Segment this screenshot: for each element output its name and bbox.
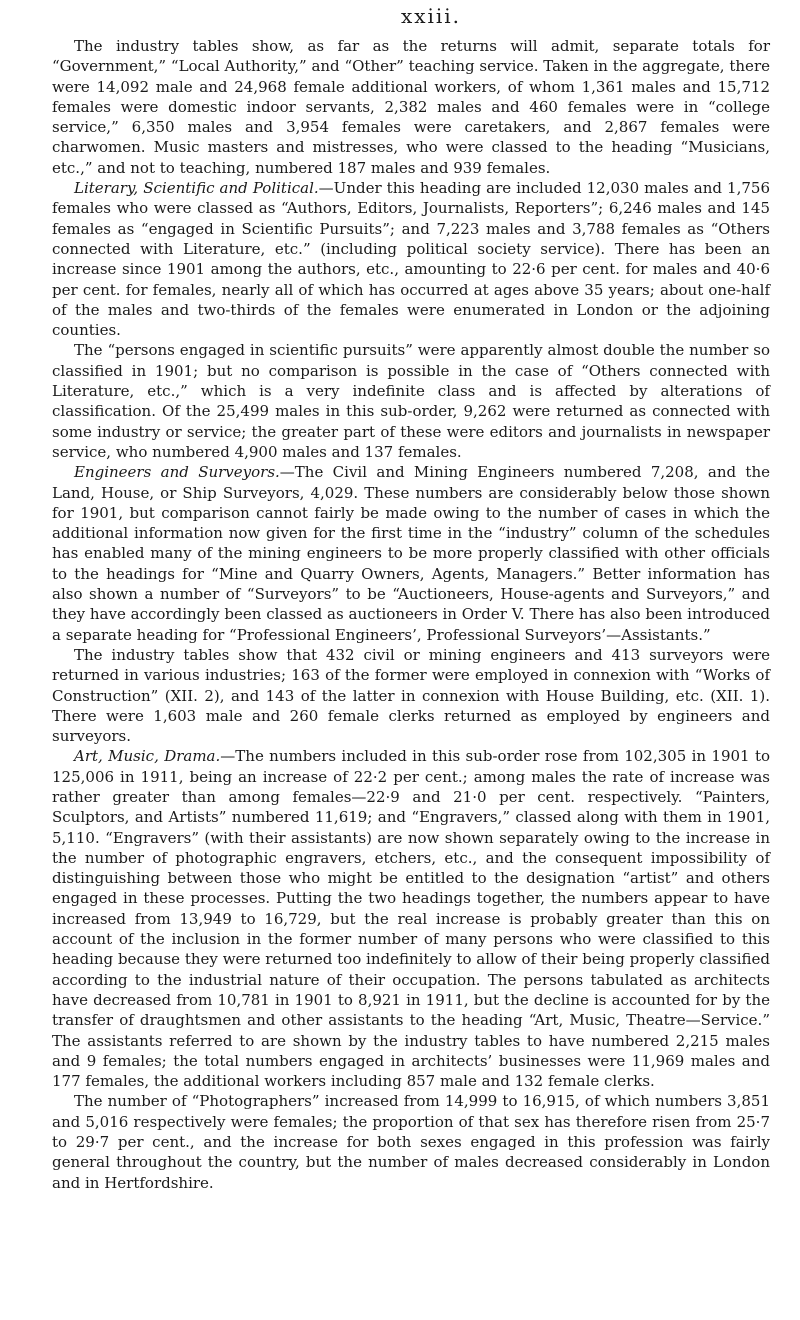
paragraph-text: The industry tables show that 432 civil or mining engineers and 413 surveyors were returned in various industries; 163 of the former were employed in connexion with “Works of Construction” (XII. 2), and 143 of the latter in connexion with House Building, etc. (XII. 1). There were 1,603 male and 260 female clerks returned as employed by engineers and surveyors.: [52, 645, 770, 746]
section-heading-literary: Literary, Scientific and Political.: [74, 179, 319, 198]
section-heading-art: Art, Music, Drama.: [74, 747, 221, 766]
paragraph-text: —Under this heading are included 12,030 males and 1,756 females who were classed as “Authors, Editors, Journalists, Reporters”; 6,246 males and 145 females as “engaged in Scientific Pursuits”; and 7,223 males and 3,788 females as “Others connected with Literature, etc.” (including political society service). There has been an increase since 1901 among the authors, etc., amounting to 22·6 per cent. for males and 40·6 per cent. for females, nearly all of which has occurred at ages above 35 years; about one-half of the males and two-thirds of the females were enumerated in London or the adjoining counties.: [52, 179, 770, 340]
section-heading-engineers: Engineers and Surveyors.: [74, 463, 280, 482]
paragraph-engineers-industry-tables: [52, 645, 770, 746]
paragraph-scientific-pursuits: [52, 340, 770, 462]
paragraph-teaching-totals: [52, 36, 770, 178]
paragraph-photographers: [52, 1091, 770, 1192]
paragraph-text: The “persons engaged in scientific pursuits” were apparently almost double the number so classified in 1901; but no comparison is possible in the case of “Others connected with Literature, etc.,” which is a very indefinite class and is affected by alterations of classification. Of the 25,499 males in this sub-order, 9,262 were returned as connected with some industry or service; the greater part of these were editors and journalists in newspaper service, who numbered 4,900 males and 137 females.: [52, 341, 770, 461]
paragraph-text: —The Civil and Mining Engineers numbered 7,208, and the Land, House, or Ship Surveyors, 4,029. These numbers are considerably below those shown for 1901, but comparison cannot fairly be made owing to the number of cases in which the additional information now given for the first time in the “industry” column of the schedules has enabled many of the mining engineers to be more properly classified with other officials to the headings for “Mine and Quarry Owners, Agents, Managers.” Better information has also shown a number of “Surveyors” to be “Auctioneers, House-agents and Surveyors,” and they have accordingly been classed as auctioneers in Order V. There has also been introduced a separate heading for “Professional Engineers’, Professional Surveyors’—Assistants.”: [52, 463, 770, 644]
paragraph-text: The industry tables show, as far as the returns will admit, separate totals for “Government,” “Local Authority,” and “Other” teaching service. Taken in the aggregate, there were 14,092 male and 24,968 female additional workers, of whom 1,361 males and 15,712 females were domestic indoor servants, 2,382 males and 460 females were in “college service,” 6,350 males and 3,954 females were caretakers, and 2,867 females were charwomen. Music masters and mistresses, who were classed to the heading “Musicians, etc.,” and not to teaching, numbered 187 males and 939 females.: [52, 37, 770, 177]
page-number: xxiii.: [400, 4, 462, 28]
paragraph-text: The number of “Photographers” increased from 14,999 to 16,915, of which numbers 3,851 and 5,016 respectively were females; the proportion of that sex has therefore risen from 25·7 to 29·7 per cent., and the increase for both sexes engaged in this profession was fairly general throughout the country, but the number of males decreased considerably in London and in Hertfordshire.: [52, 1092, 770, 1192]
paragraph-engineers-surveyors: [52, 462, 770, 645]
paragraph-text: —The numbers included in this sub-order rose from 102,305 in 1901 to 125,006 in 1911, being an increase of 22·2 per cent.; among males the rate of increase was rather greater than among females—22·9 and 21·0 per cent. respectively. “Painters, Sculptors, and Artists” numbered 11,619; and “Engravers,” classed along with them in 1901, 5,110. “Engravers” (with their assistants) are now shown separately owing to the increase in the number of photographic engravers, etchers, etc., and the consequent impossibility of distinguishing between those who might be entitled to the designation “artist” and others engaged in these processes. Putting the two headings together, the numbers appear to have increased from 13,949 to 16,729, but the real increase is probably greater than this on account of the inclusion in the former number of many persons who were classified to this heading because they were returned too indefinitely to allow of their being properly classified according to the industrial nature of their occupation. The persons tabulated as architects have decreased from 10,781 in 1901 to 8,921 in 1911, but the decline is accounted for by the transfer of draughtsmen and other assistants to the heading “Art, Music, Theatre—Service.” The assistants referred to are shown by the industry tables to have numbered 2,215 males and 9 females; the total numbers engaged in architects’ businesses were 11,969 males and 177 females, the additional workers including 857 male and 132 female clerks.: [52, 747, 771, 1091]
paragraph-literary-scientific-political: [52, 178, 770, 340]
paragraph-art-music-drama: [52, 746, 770, 1091]
